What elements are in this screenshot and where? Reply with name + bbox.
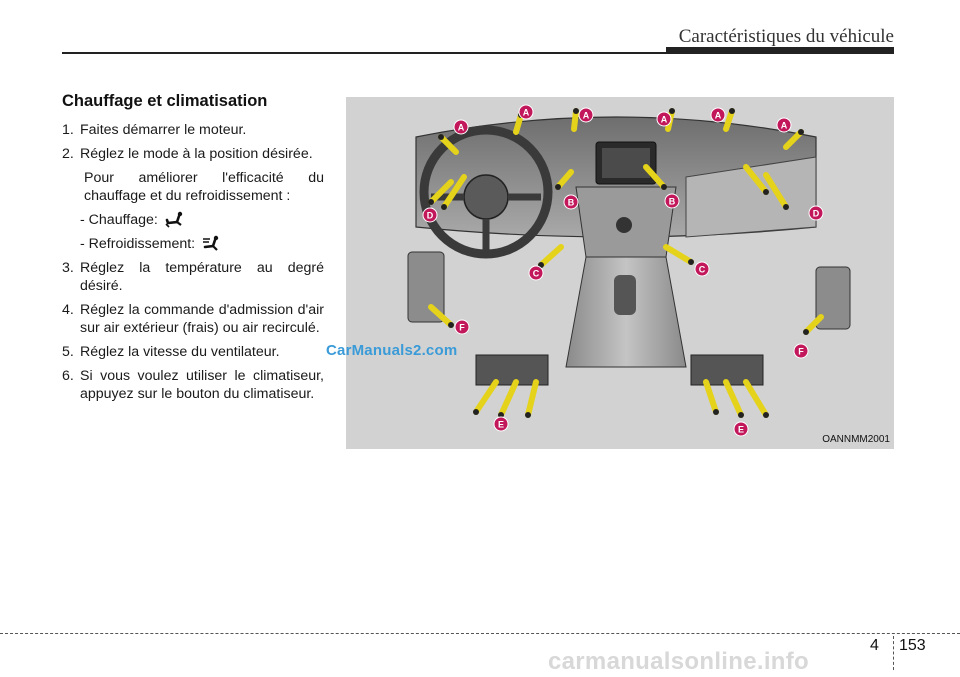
vent-label-c: C [698, 264, 706, 275]
step-number: 2. [62, 146, 74, 162]
dashboard-vent-figure [346, 97, 894, 449]
airflow-arrow-tip [441, 204, 447, 210]
header-title: Caractéristiques du véhicule [678, 26, 894, 47]
airflow-arrow-tip [573, 108, 579, 114]
airflow-arrow-tip [525, 412, 531, 418]
vent-label-d: D [812, 208, 820, 219]
list-item [62, 343, 324, 361]
list-item [62, 259, 324, 295]
list-item [62, 301, 324, 337]
step-text: Réglez la vitesse du ventilateur. [80, 344, 280, 360]
airflow-arrow-tip [661, 184, 667, 190]
header-rule-accent [666, 47, 894, 54]
airflow-arrow-tip [688, 259, 694, 265]
vent-label-d: D [426, 210, 434, 221]
airflow-arrow [746, 382, 766, 415]
airflow-arrow-tip [555, 184, 561, 190]
airflow-arrow-tip [669, 108, 675, 114]
vent-label-e: E [497, 419, 505, 430]
steering-hub [464, 175, 508, 219]
main-content [62, 92, 324, 409]
figure-code: OANNMM2001 [822, 434, 890, 445]
airflow-arrow [476, 382, 496, 412]
watermark-text: CarManuals2.com [326, 342, 458, 359]
airflow-arrow-tip [713, 409, 719, 415]
vent-label-b: B [567, 197, 575, 208]
step-text: Si vous voulez utiliser le climatiseur, appuyez sur le bouton du climatiseur. [80, 368, 324, 402]
vent-label-f: F [798, 346, 804, 357]
airflow-arrow-tip [729, 108, 735, 114]
airflow-arrow-tip [428, 199, 434, 205]
step-number: 6. [62, 368, 74, 384]
airflow-arrow-tip [803, 329, 809, 335]
center-screen-inner [602, 148, 650, 178]
vent-label-a: A [457, 122, 465, 133]
airflow-arrow-tip [763, 189, 769, 195]
airflow-arrow-tip [783, 204, 789, 210]
vent-label-b: B [668, 196, 676, 207]
step-number: 5. [62, 344, 74, 360]
airflow-arrow-tip [798, 129, 804, 135]
list-item [62, 121, 324, 139]
vent-label-a: A [714, 110, 722, 121]
airflow-arrow-tip [738, 412, 744, 418]
dashboard-illustration [346, 97, 894, 449]
airflow-arrow-tip [438, 134, 444, 140]
airflow-arrow-tip [473, 409, 479, 415]
airflow-arrow [528, 382, 536, 415]
vent-label-e: E [737, 424, 745, 435]
heating-mode-row [80, 211, 324, 229]
list-item [62, 145, 324, 253]
site-watermark: carmanualsonline.info [548, 648, 810, 675]
airflow-arrow [666, 247, 691, 262]
cooling-mode-row [80, 235, 324, 253]
chapter-number: 4 [870, 637, 879, 654]
airflow-arrow-tip [448, 322, 454, 328]
airflow-arrow [501, 382, 516, 415]
heating-mode-icon [164, 211, 186, 229]
vent-label-c: C [532, 268, 540, 279]
step-text: Réglez la température au degré désiré. [80, 260, 324, 294]
vent-label-a: A [660, 114, 668, 125]
step-text: Réglez le mode à la position désirée. [80, 146, 313, 162]
airflow-arrow-tip [763, 412, 769, 418]
step-text: Réglez la commande d'admission d'air sur air extérieur (frais) ou air recirculé. [80, 302, 324, 336]
cooling-label: - Refroidissement: [80, 236, 196, 252]
airflow-arrow [726, 382, 741, 415]
vent-label-f: F [459, 322, 465, 333]
step-note: Pour améliorer l'efficacité du chauffage et du refroidissement : [84, 170, 324, 204]
section-title: Chauffage et climatisation [62, 92, 268, 110]
vent-label-a: A [780, 120, 788, 131]
vent-label-a: A [582, 110, 590, 121]
steps-list [62, 121, 324, 403]
airflow-arrow [706, 382, 716, 412]
heating-label: - Chauffage: [80, 212, 158, 228]
page-number: 153 [899, 637, 926, 654]
step-number: 1. [62, 122, 74, 138]
cooling-mode-icon [201, 235, 223, 253]
footer-rule [0, 633, 960, 634]
step-text: Faites démarrer le moteur. [80, 122, 247, 138]
airflow-arrow [541, 247, 561, 265]
step-number: 3. [62, 260, 74, 276]
step-number: 4. [62, 302, 74, 318]
vent-label-a: A [522, 107, 530, 118]
list-item [62, 367, 324, 403]
control-knob [616, 217, 632, 233]
gear-shifter [614, 275, 636, 315]
page-divider [893, 636, 894, 670]
